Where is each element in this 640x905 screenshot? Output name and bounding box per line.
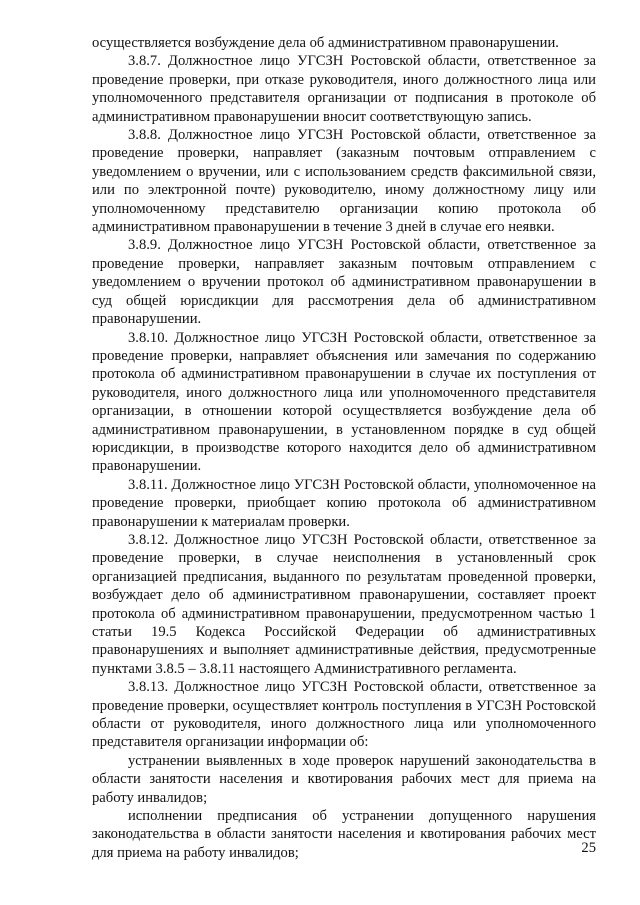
paragraph-3-8-12: 3.8.12. Должностное лицо УГСЗН Ростовской области, ответственное за проведение проверки, в случае неисполнения в установленный срок организацией предписания, выданного по результатам проведенной проверки, возбуждает дело об административном правонарушении, составляет проект протокола об административном правонарушении, предусмотренном частью 1 статьи 19.5 Кодекса Российской Федерации об административных правонарушениях и выполняет административные действия, предусмотренные пунктами 3.8.5 – 3.8.11 настоящего Административного регламента. xyxy=(92,531,596,677)
paragraph-3-8-9: 3.8.9. Должностное лицо УГСЗН Ростовской области, ответственное за проведение проверки, направляет заказным почтовым отправлением с уведомлением о вручении протокол об административном правонарушении в суд общей юрисдикции для рассмотрения дела об административном правонарушении. xyxy=(92,237,596,328)
paragraph-3-8-11: 3.8.11. Должностное лицо УГСЗН Ростовской области, уполномоченное на проведение проверки, приобщает копию протокола об административном правонарушении к материалам проверки. xyxy=(92,476,596,530)
paragraph-3-8-7: 3.8.7. Должностное лицо УГСЗН Ростовской области, ответственное за проведение проверки, при отказе руководителя, иного должностного лица или уполномоченного представителя организации от подписания в протоколе об административном правонарушении вносит соответствующую запись. xyxy=(92,53,596,125)
page-number: 25 xyxy=(581,840,596,856)
list-item-elimination: устранении выявленных в ходе проверок нарушений законодательства в области занятости населения и квотирования рабочих мест для приема на работу инвалидов; xyxy=(92,752,596,806)
paragraph-3-8-13: 3.8.13. Должностное лицо УГСЗН Ростовской области, ответственное за проведение проверки, осуществляет контроль поступления в УГСЗН Ростовской области от руководителя, иного должностного лица или уполномоченного представителя организации информации об: xyxy=(92,679,596,751)
paragraph-3-8-8: 3.8.8. Должностное лицо УГСЗН Ростовской области, ответственное за проведение проверки, направляет (заказным почтовым отправлением с уведомлением о вручении, или с использованием средств факсимильной связи, или по электронной почте) руководителю, иному должностному лицу или уполномоченному представителю организации копию протокола об административном правонарушении в течение 3 дней в случае его неявки. xyxy=(92,127,596,236)
paragraph-3-8-10: 3.8.10. Должностное лицо УГСЗН Ростовской области, ответственное за проведение проверки, направляет объяснения или замечания по содержанию протокола об административном правонарушении в случае их поступления от руководителя, иного должностного лица или уполномоченного представителя организации, в отношении которой осуществляется возбуждение дела об административном правонарушении, в установленном порядке в суд общей юрисдикции, в производстве которого находится дело об административном правонарушении. xyxy=(92,329,596,475)
list-item-execution: исполнении предписания об устранении допущенного нарушения законодательства в области занятости населения и квотирования рабочих мест для приема на работу инвалидов; xyxy=(92,808,596,861)
paragraph-continuation: осуществляется возбуждение дела об административном правонарушении. xyxy=(92,35,559,51)
document-body xyxy=(92,34,596,862)
